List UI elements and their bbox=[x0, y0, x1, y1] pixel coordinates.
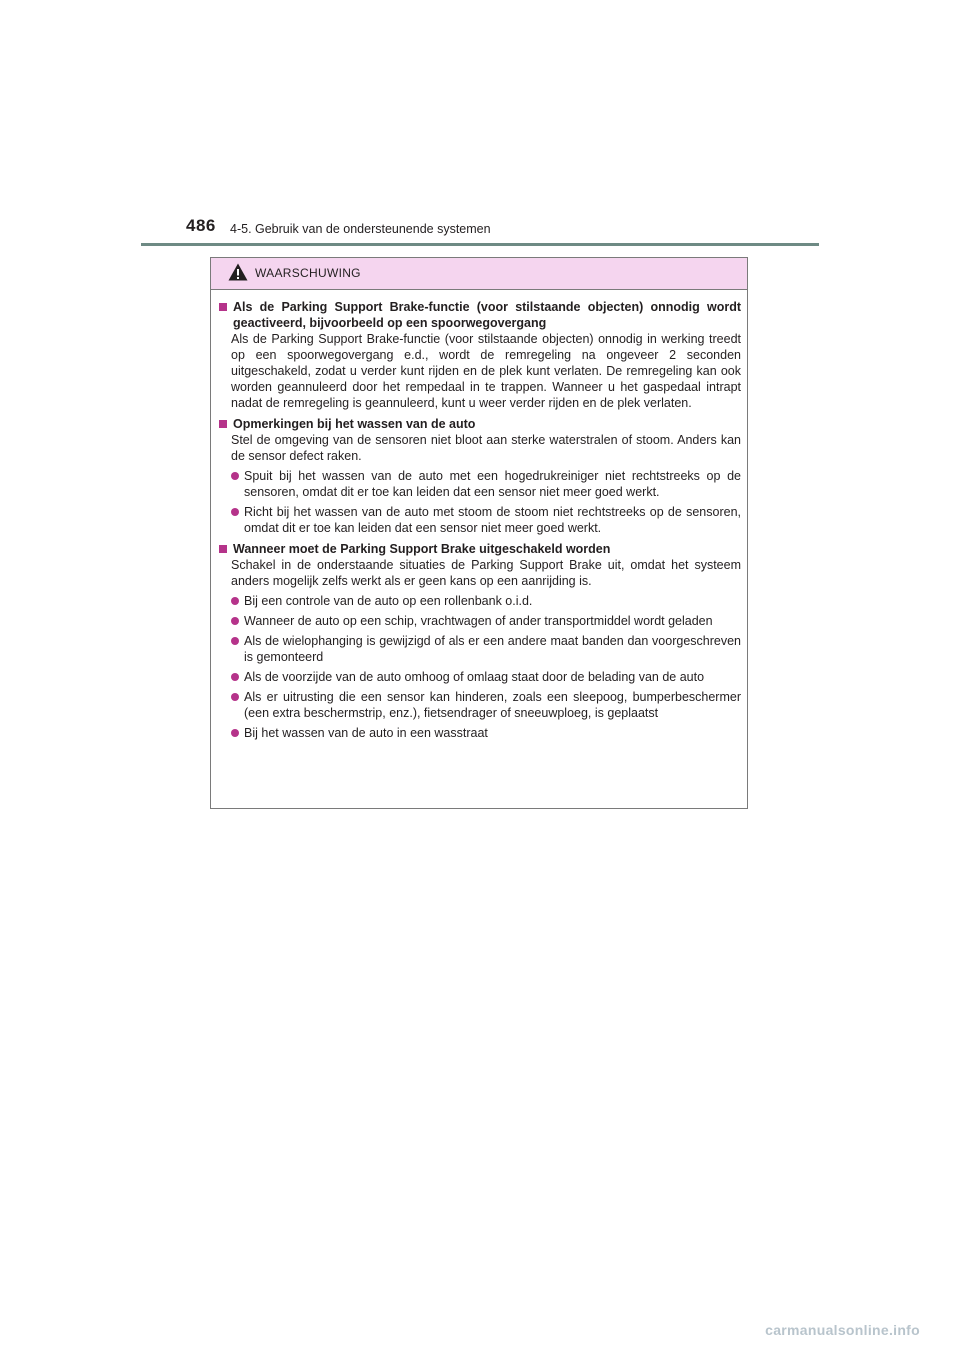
warning-header bbox=[211, 258, 747, 290]
square-bullet-icon bbox=[219, 303, 227, 311]
section-title: 4-5. Gebruik van de ondersteunende systemen bbox=[230, 222, 491, 236]
square-bullet-icon bbox=[219, 420, 227, 428]
block-text: Als de Parking Support Brake-functie (voor stilstaande objecten) onnodig in werking treedt op een spoorwegovergang e.d., wordt de remregeling na ongeveer 2 seconden uitgeschakeld, zodat u verder kunt rijden en de plek kunt verlaten. De remregeling kan ook worden geannuleerd door het rempedaal in te trappen. Wanneer u het gaspedaal intrapt nadat de remregeling is geannuleerd, kunt u weer verder rijden en de plek verlaten. bbox=[231, 332, 741, 410]
page-number: 486 bbox=[186, 216, 216, 235]
circle-bullet-icon bbox=[231, 729, 239, 737]
circle-bullet-icon bbox=[231, 472, 239, 480]
list-item: Spuit bij het wassen van de auto met een hogedrukreiniger niet rechtstreeks op de sensoren, omdat dit er toe kan leiden dat een sensor niet meer goed werkt. bbox=[219, 468, 741, 500]
circle-bullet-icon bbox=[231, 597, 239, 605]
list-item: Bij het wassen van de auto in een wasstraat bbox=[219, 725, 741, 741]
block-text: Stel de omgeving van de sensoren niet bloot aan sterke waterstralen of stoom. Anders kan de sensor defect raken. bbox=[231, 433, 741, 463]
block-heading: Wanneer moet de Parking Support Brake uitgeschakeld worden bbox=[219, 541, 741, 557]
watermark: carmanualsonline.info bbox=[765, 1322, 920, 1338]
warning-content bbox=[211, 290, 747, 741]
warning-block-1 bbox=[219, 299, 741, 411]
warning-block-3 bbox=[219, 541, 741, 741]
warning-block-2 bbox=[219, 416, 741, 536]
square-bullet-icon bbox=[219, 545, 227, 553]
circle-bullet-icon bbox=[231, 673, 239, 681]
block-heading: Opmerkingen bij het wassen van de auto bbox=[219, 416, 741, 432]
circle-bullet-icon bbox=[231, 637, 239, 645]
list-item: Als de wielophanging is gewijzigd of als er een andere maat banden dan voorgeschreven is gemonteerd bbox=[219, 633, 741, 665]
warning-triangle-icon bbox=[228, 263, 248, 281]
circle-bullet-icon bbox=[231, 693, 239, 701]
header-rule bbox=[141, 243, 819, 246]
circle-bullet-icon bbox=[231, 617, 239, 625]
list-item: Als de voorzijde van de auto omhoog of omlaag staat door de belading van de auto bbox=[219, 669, 741, 685]
warning-box bbox=[210, 257, 748, 809]
list-item: Richt bij het wassen van de auto met stoom de stoom niet rechtstreeks op de sensoren, omdat dit er toe kan leiden dat een sensor niet meer goed werkt. bbox=[219, 504, 741, 536]
block-heading: Als de Parking Support Brake-functie (voor stilstaande objecten) onnodig wordt geactiveerd, bijvoorbeeld op een spoorwegovergang bbox=[219, 299, 741, 331]
list-item: Wanneer de auto op een schip, vrachtwagen of ander transportmiddel wordt geladen bbox=[219, 613, 741, 629]
list-item: Als er uitrusting die een sensor kan hinderen, zoals een sleepoog, bumperbeschermer (een extra beschermstrip, enz.), fietsendrager of sneeuwploeg, is geplaatst bbox=[219, 689, 741, 721]
list-item: Bij een controle van de auto op een rollenbank o.i.d. bbox=[219, 593, 741, 609]
circle-bullet-icon bbox=[231, 508, 239, 516]
warning-label: WAARSCHUWING bbox=[255, 266, 361, 280]
block-text: Schakel in de onderstaande situaties de Parking Support Brake uit, omdat het systeem anders mogelijk zelfs werkt als er geen kans op een aanrijding is. bbox=[231, 558, 741, 588]
